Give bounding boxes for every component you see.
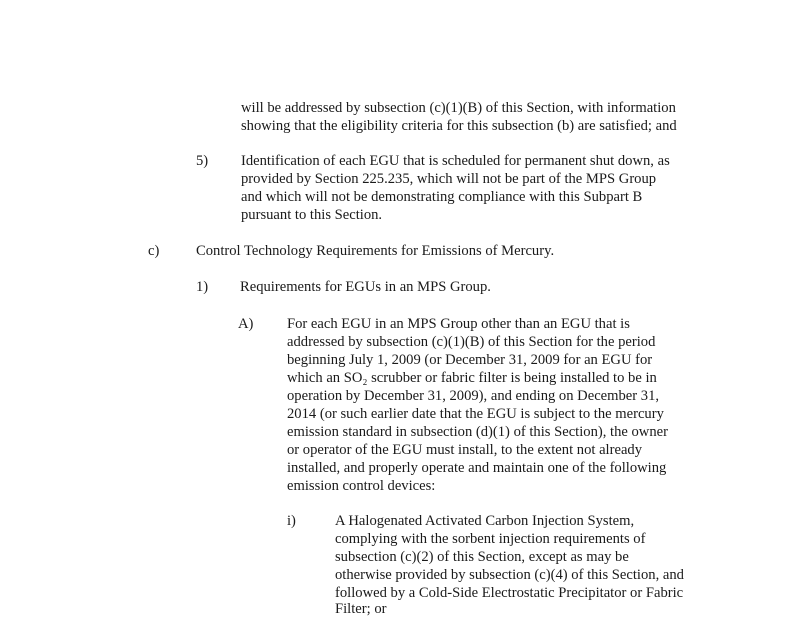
text-line: addressed by subsection (c)(1)(B) of this Section for the period (287, 334, 656, 350)
text-line: otherwise provided by subsection (c)(4) of this Section, and (335, 567, 684, 583)
text-line: or operator of the EGU must install, to the extent not already (287, 442, 643, 458)
text-line: provided by Section 225.235, which will not be part of the MPS Group (241, 171, 657, 187)
text-line: showing that the eligibility criteria for this subsection (b) are satisfied; and (241, 118, 677, 134)
text-line: will be addressed by subsection (c)(1)(B) of this Section, with information (241, 100, 676, 116)
text-line: emission standard in subsection (d)(1) of this Section), the owner (287, 424, 668, 440)
item-1-heading: Requirements for EGUs in an MPS Group. (240, 279, 491, 295)
item-1-label: 1) (196, 279, 209, 295)
section-c-heading: Control Technology Requirements for Emissions of Mercury. (196, 243, 555, 259)
text-line: Filter; or (335, 601, 387, 617)
text-line: and which will not be demonstrating compliance with this Subpart B (241, 189, 643, 205)
text-line: emission control devices: (287, 478, 436, 494)
text-line: operation by December 31, 2009), and ending on December 31, (287, 388, 660, 404)
text-line: Identification of each EGU that is scheduled for permanent shut down, as (241, 153, 670, 169)
text-line: complying with the sorbent injection requirements of (335, 531, 646, 547)
item-a-label: A) (238, 316, 254, 332)
text-line: pursuant to this Section. (241, 207, 383, 223)
text-line: which an SO₂ scrubber or fabric filter is being installed to be in (287, 370, 657, 386)
text-line: beginning July 1, 2009 (or December 31, 2009 for an EGU for (287, 352, 653, 368)
item-i-label: i) (287, 513, 296, 529)
text-line: installed, and properly operate and maintain one of the following (287, 460, 667, 476)
text-line: For each EGU in an MPS Group other than an EGU that is (287, 316, 630, 332)
text-line: subsection (c)(2) of this Section, except as may be (335, 549, 629, 565)
text-line: followed by a Cold-Side Electrostatic Precipitator or Fabric (335, 585, 684, 601)
text-line: 2014 (or such earlier date that the EGU is subject to the mercury (287, 406, 664, 422)
section-c-label: c) (148, 243, 160, 259)
item-5-label: 5) (196, 153, 209, 169)
text-line: A Halogenated Activated Carbon Injection System, (335, 513, 635, 529)
